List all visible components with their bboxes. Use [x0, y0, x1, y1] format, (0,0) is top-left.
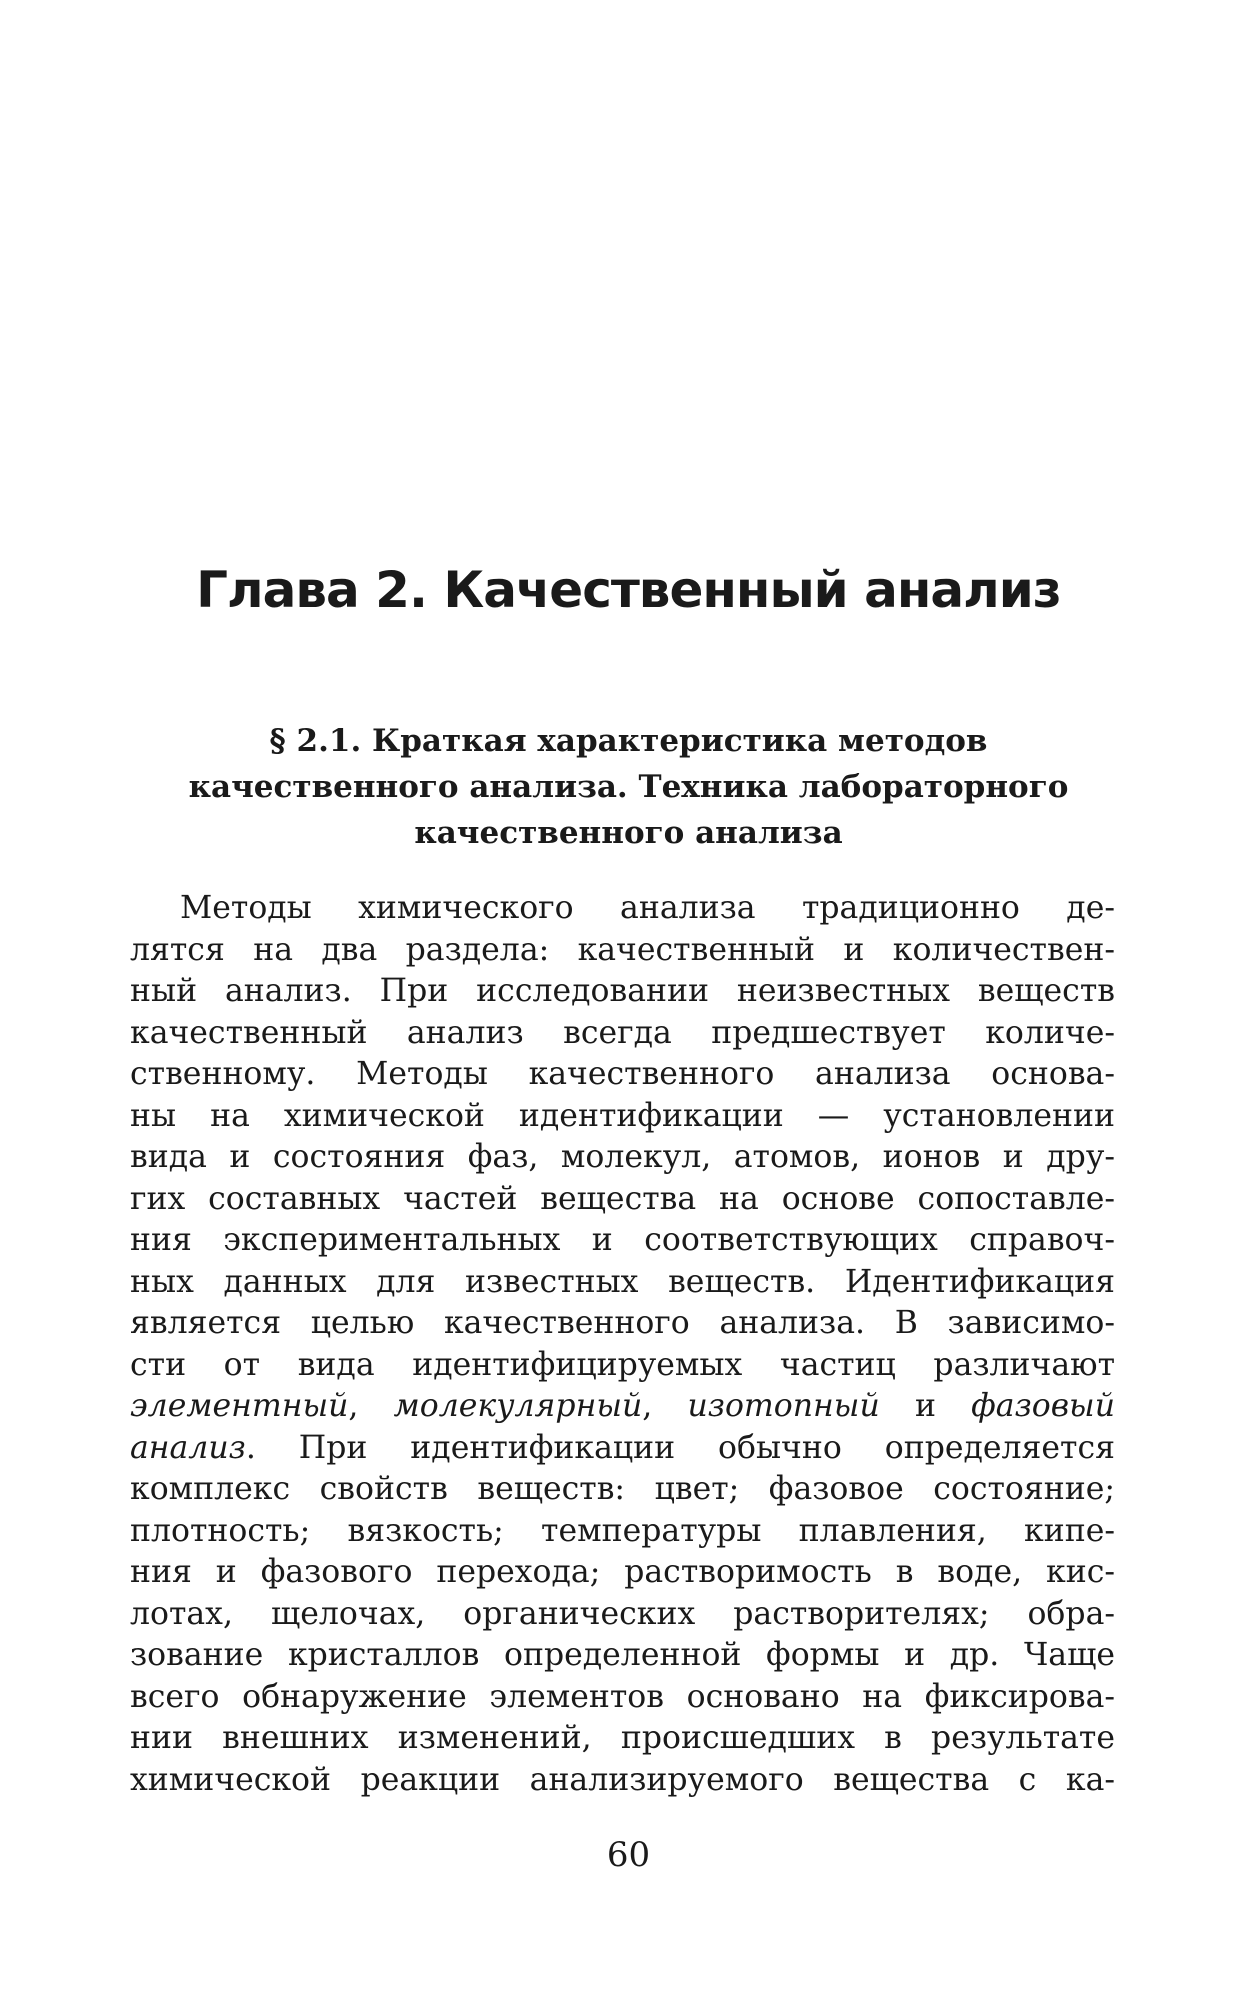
body-line: гих составных частей вещества на основе сопоставле-	[130, 1180, 1115, 1217]
italic-term: элементный	[130, 1388, 349, 1424]
italic-term: анализ	[130, 1429, 246, 1466]
body-paragraph	[130, 888, 1130, 1801]
section-title-line: качественного анализа. Техника лабораторного	[188, 769, 1069, 805]
body-text-fragment: ,	[348, 1388, 394, 1424]
body-line: комплекс свойств веществ: цвет; фазовое состояние;	[130, 1471, 1115, 1507]
body-line: ния экспериментальных и соответствующих справоч-	[130, 1222, 1115, 1258]
body-text-fragment: . При идентификации обычно определяется	[245, 1429, 1115, 1466]
body-line: сти от вида идентифицируемых частиц различают	[130, 1346, 1115, 1383]
italic-term: изотопный	[687, 1388, 880, 1424]
body-line: ния и фазового перехода; растворимость в воде, кис-	[130, 1554, 1115, 1590]
section-title-line: качественного анализа	[414, 815, 843, 851]
body-line: плотность; вязкость; температуры плавления, кипе-	[130, 1512, 1115, 1549]
section-title	[150, 718, 1107, 856]
section-title-line: § 2.1. Краткая характеристика методов	[269, 723, 988, 759]
body-line: качественный анализ всегда предшествует количе-	[130, 1014, 1115, 1051]
body-text-fragment: и	[879, 1388, 972, 1424]
body-line: является целью качественного анализа. В зависимо-	[130, 1305, 1115, 1341]
body-line	[130, 1386, 1115, 1428]
body-line: зование кристаллов определенной формы и др. Чаще	[130, 1637, 1115, 1673]
page-number: 60	[606, 1835, 651, 1875]
chapter-title: Глава 2. Качественный анализ	[196, 561, 1061, 619]
body-line: ственному. Методы качественного анализа основа-	[130, 1056, 1115, 1092]
italic-term: молекулярный	[393, 1388, 643, 1424]
body-line: ны на химической идентификации — установлении	[130, 1097, 1115, 1134]
body-line: ных данных для известных веществ. Идентификация	[130, 1263, 1115, 1300]
body-line: ный анализ. При исследовании неизвестных веществ	[130, 973, 1115, 1009]
body-line: вида и состояния фаз, молекул, атомов, ионов и дру-	[130, 1139, 1115, 1175]
italic-term: фазовый	[971, 1388, 1115, 1424]
body-line: всего обнаружение элементов основано на фиксирова-	[130, 1678, 1115, 1715]
body-line	[130, 1428, 1115, 1470]
body-line: нии внешних изменений, происшедших в результате	[130, 1720, 1115, 1756]
body-text-fragment: ,	[642, 1388, 688, 1424]
body-line: Методы химического анализа традиционно де-	[180, 890, 1115, 926]
body-line: химической реакции анализируемого вещества с ка-	[130, 1761, 1115, 1798]
body-line: лятся на два раздела: качественный и количествен-	[130, 931, 1115, 968]
body-line: лотах, щелочах, органических растворителях; обра-	[130, 1595, 1115, 1632]
